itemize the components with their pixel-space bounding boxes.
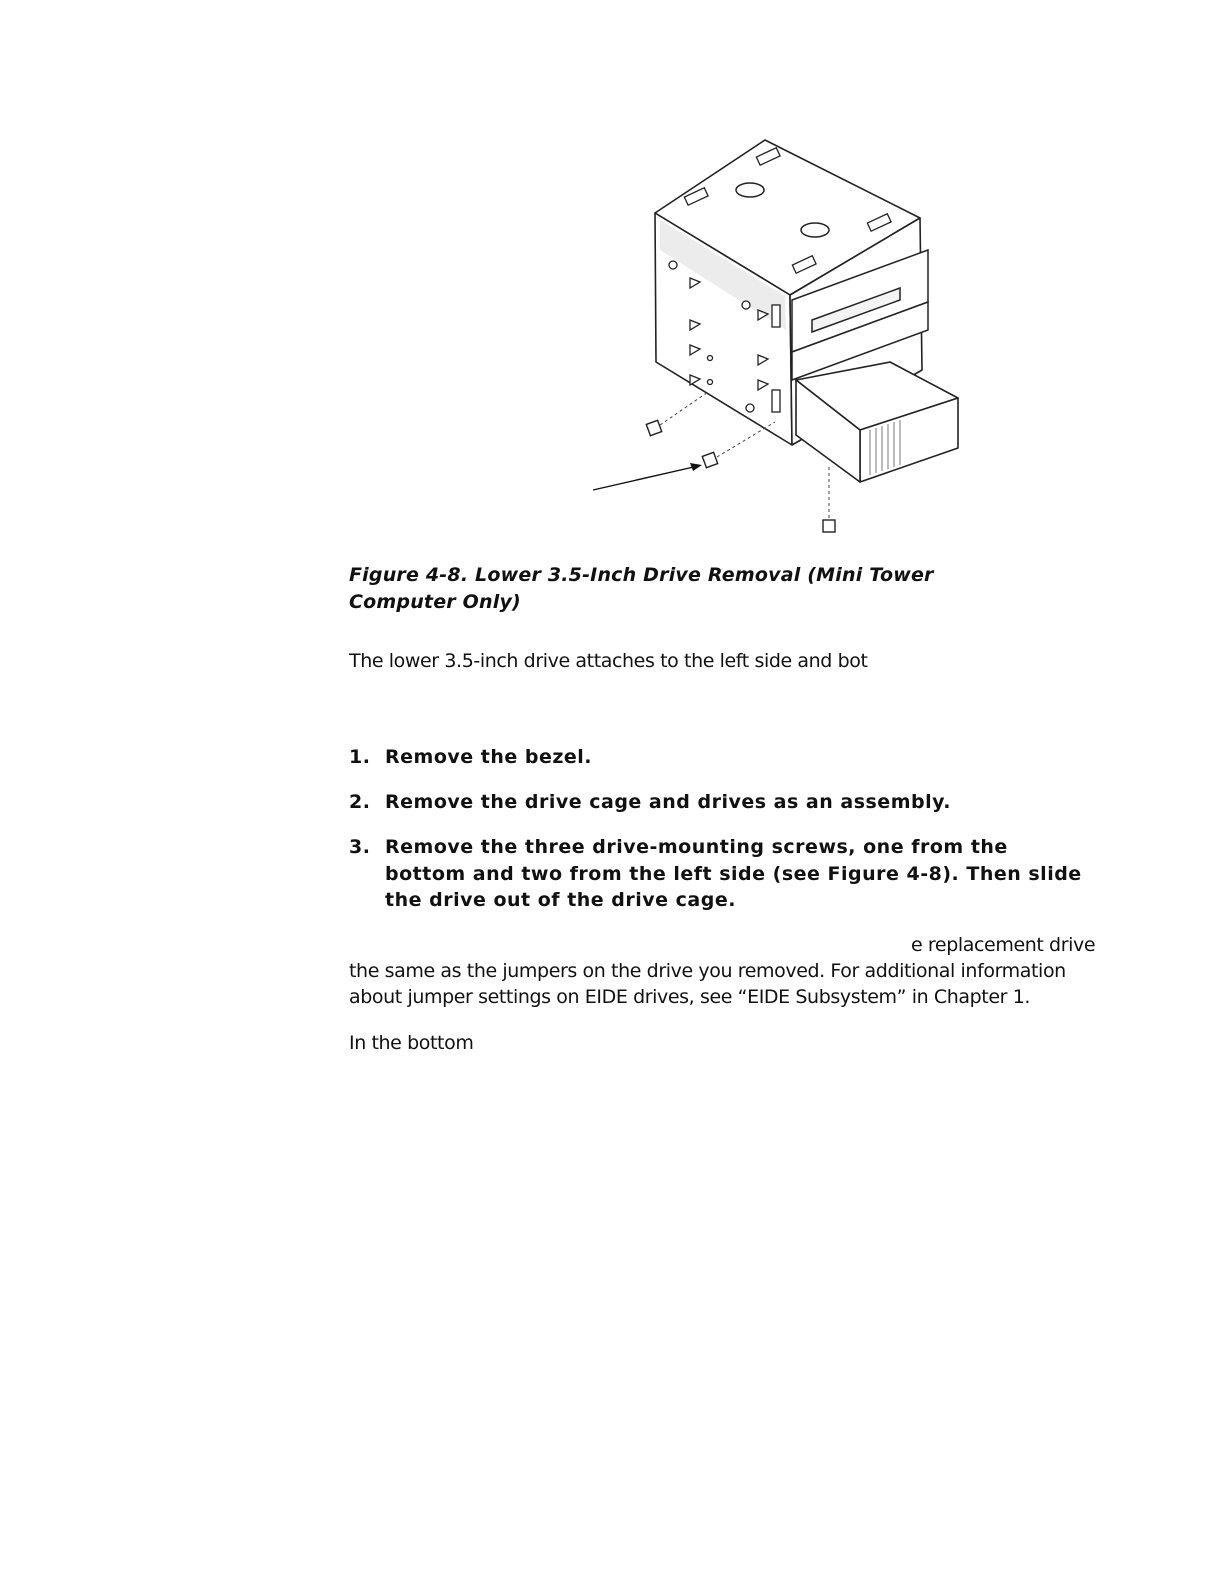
step-item [349, 744, 1089, 771]
step-number: 2. [349, 791, 371, 813]
step-item [349, 834, 1089, 914]
figure-caption: Figure 4-8. Lower 3.5-Inch Drive Removal (Mini Tower Computer Only) [349, 564, 934, 613]
intro-paragraph: The lower 3.5-inch drive attaches to the left side and bot [349, 650, 868, 672]
bottom-fragment: In the bottom [349, 1032, 474, 1054]
step-text: Remove the three drive-mounting screws, one from the bottom and two from the left side (see Figure 4-8). Then slide the drive out of the drive cage. [385, 836, 1082, 911]
step-text: Remove the drive cage and drives as an assembly. [385, 791, 951, 813]
procedure-steps [349, 744, 1089, 932]
drive-cage-illustration [560, 130, 990, 550]
drive-cage-drawing [560, 130, 990, 550]
step-text: Remove the bezel. [385, 746, 593, 768]
step-number: 3. [349, 836, 371, 858]
note-fragment: e replacement drive [911, 934, 1096, 956]
note-line: about jumper settings on EIDE drives, see “EIDE Subsystem” in Chapter 1. [349, 986, 1031, 1008]
step-item [349, 789, 1089, 816]
note-line: the same as the jumpers on the drive you removed. For additional information [349, 960, 1066, 982]
step-number: 1. [349, 746, 371, 768]
